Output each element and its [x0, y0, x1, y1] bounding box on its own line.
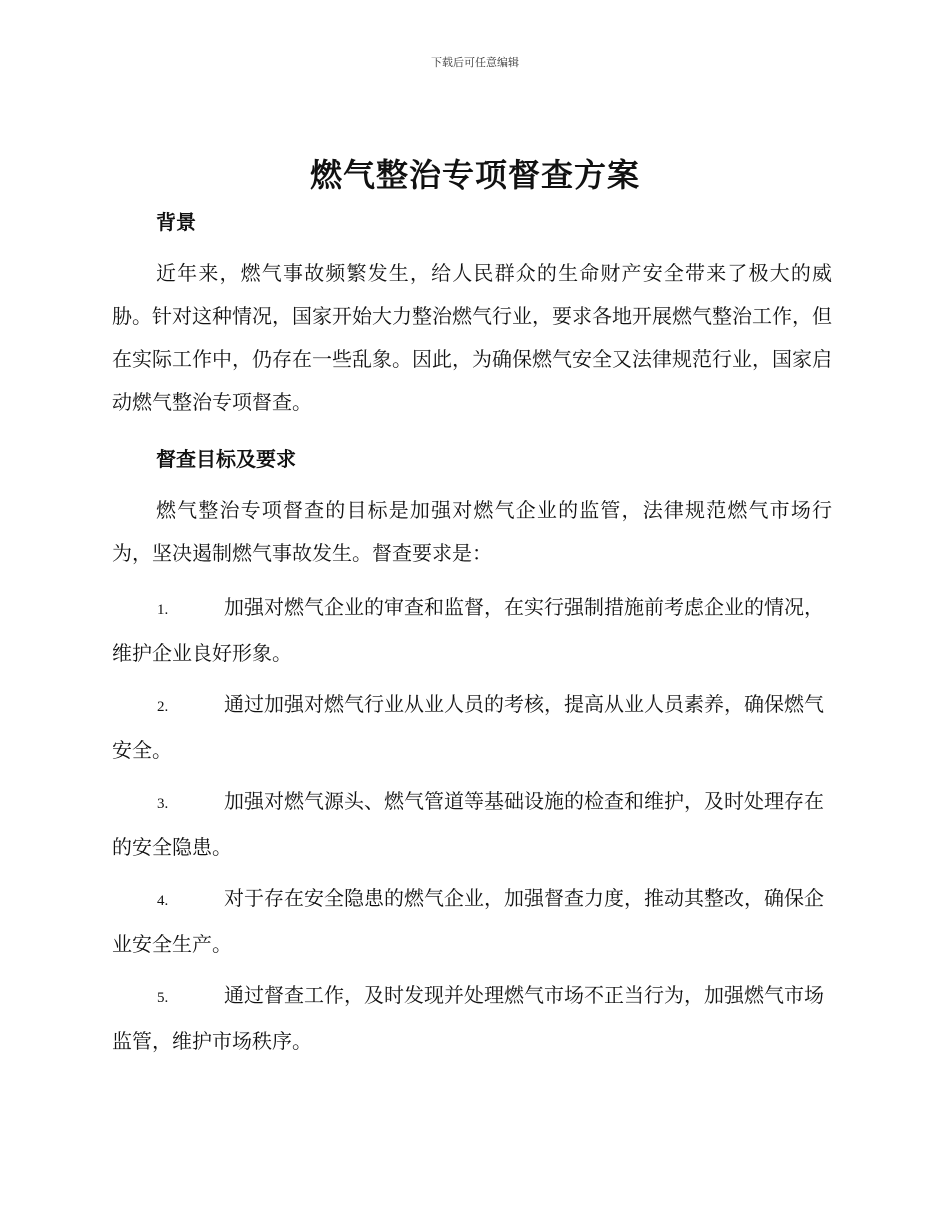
list-item: [112, 877, 832, 966]
list-item: [112, 780, 832, 869]
page-header-note: 下载后可任意编辑: [431, 56, 519, 69]
list-item-text: 加强对燃气企业的审查和监督，在实行强制措施前考虑企业的情况，维护企业良好形象。: [112, 595, 824, 665]
goals-paragraph: 燃气整治专项督查的目标是加强对燃气企业的监管，法律规范燃气市场行为，坚决遏制燃气事故发生。督查要求是：: [112, 498, 832, 565]
list-item-text: 通过督查工作，及时发现并处理燃气市场不正当行为，加强燃气市场监管，维护市场秩序。: [112, 983, 824, 1053]
list-item-number: 2.: [157, 699, 169, 715]
list-item-number: 1.: [157, 602, 169, 618]
list-item-number: 3.: [157, 796, 169, 812]
list-item-text: 通过加强对燃气行业从业人员的考核，提高从业人员素养，确保燃气安全。: [112, 692, 824, 762]
background-paragraph: 近年来，燃气事故频繁发生，给人民群众的生命财产安全带来了极大的威胁。针对这种情况，国家开始大力整治燃气行业，要求各地开展燃气整治工作，但在实际工作中，仍存在一些乱象。因此，为确保燃气安全又法律规范行业，国家启动燃气整治专项督查。: [112, 261, 832, 414]
list-item-text: 加强对燃气源头、燃气管道等基础设施的检查和维护，及时处理存在的安全隐患。: [112, 789, 824, 859]
list-item: [112, 683, 832, 772]
section-heading-background: 背景: [156, 210, 196, 234]
section-heading-goals: 督查目标及要求: [156, 447, 296, 471]
list-item-text: 对于存在安全隐患的燃气企业，加强督查力度，推动其整改，确保企业安全生产。: [112, 886, 824, 956]
list-item: [112, 974, 832, 1063]
list-item-number: 4.: [157, 893, 169, 909]
document-title: 燃气整治专项督查方案: [309, 156, 640, 194]
list-item: [112, 586, 832, 675]
list-item-number: 5.: [157, 990, 169, 1006]
